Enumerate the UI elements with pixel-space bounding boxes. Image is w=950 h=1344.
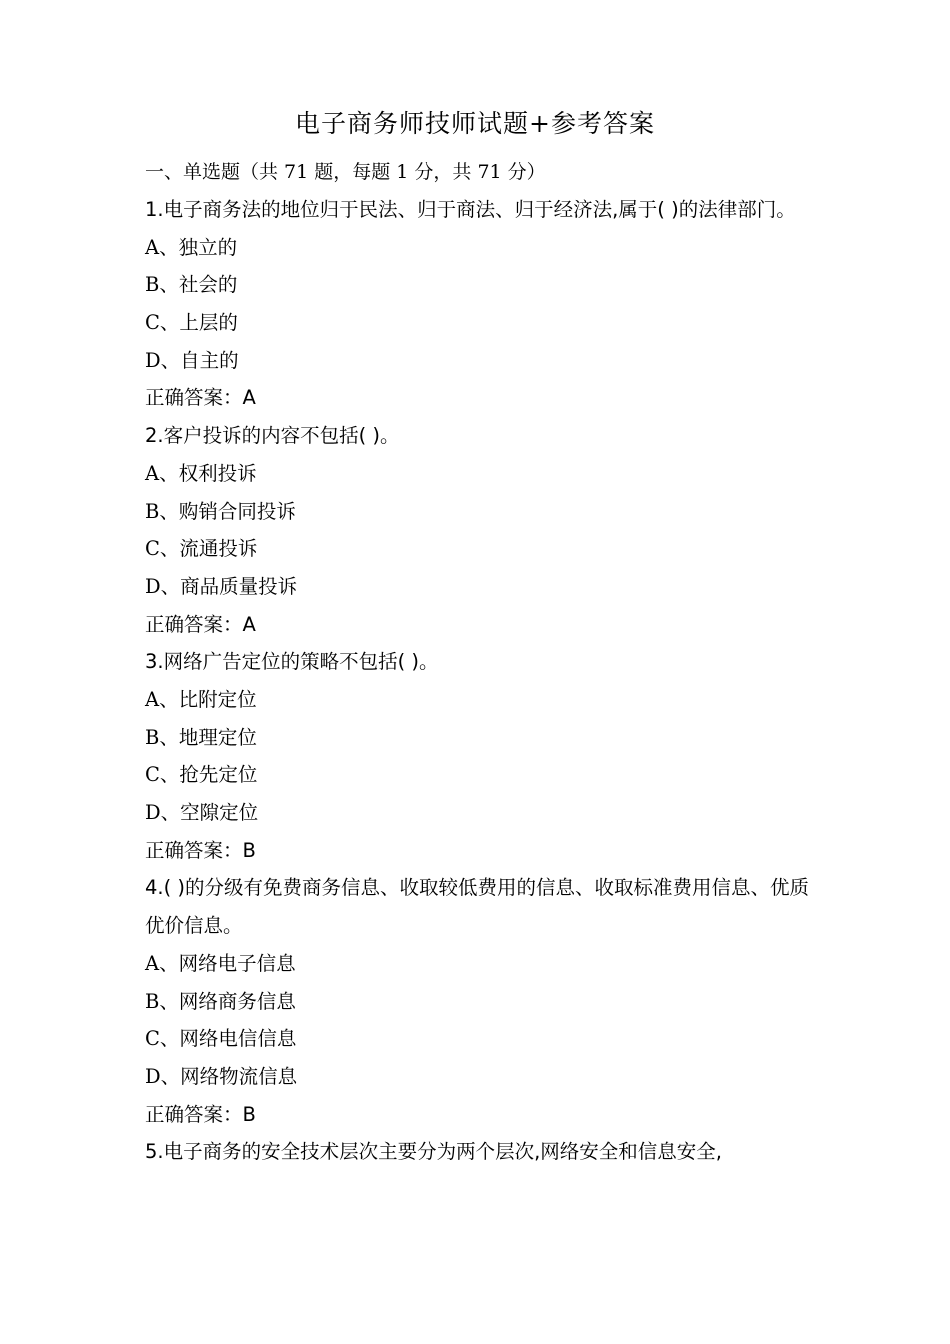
document-title: 电子商务师技师试题+参考答案: [295, 109, 655, 138]
question-2: [145, 417, 815, 643]
correct-answer: 正确答案：A: [145, 386, 256, 410]
question-3: [145, 643, 815, 869]
question-5: [145, 1133, 815, 1171]
option-c: C、网络电信信息: [145, 1027, 297, 1051]
option-a: A、权利投诉: [145, 461, 257, 485]
option-a: A、比附定位: [145, 687, 257, 711]
option-d: D、网络物流信息: [145, 1064, 298, 1088]
document-body: [145, 153, 815, 1171]
question-stem: 3.网络广告定位的策略不包括( )。: [145, 650, 439, 674]
option-d: D、自主的: [145, 348, 239, 372]
option-d: D、空隙定位: [145, 801, 259, 825]
option-c: C、上层的: [145, 311, 238, 335]
question-stem: 4.( )的分级有免费商务信息、收取较低费用的信息、收取标准费用信息、优质优价信息。: [145, 876, 810, 938]
option-a: A、网络电子信息: [145, 951, 296, 975]
question-stem: 1.电子商务法的地位归于民法、归于商法、归于经济法,属于( )的法律部门。: [145, 198, 796, 221]
option-b: B、购销合同投诉: [145, 499, 296, 523]
option-c: C、抢先定位: [145, 763, 258, 787]
option-b: B、地理定位: [145, 725, 257, 749]
correct-answer: 正确答案：B: [145, 1102, 256, 1126]
section-header: 一、单选题（共 71 题，每题 1 分，共 71 分）: [145, 161, 546, 183]
question-4: [145, 869, 815, 1133]
correct-answer: 正确答案：B: [145, 838, 256, 862]
correct-answer: 正确答案：A: [145, 612, 256, 636]
option-a: A、独立的: [145, 235, 238, 259]
question-1: [145, 191, 815, 417]
option-b: B、网络商务信息: [145, 989, 296, 1013]
question-stem: 5.电子商务的安全技术层次主要分为两个层次,网络安全和信息安全,: [145, 1140, 723, 1164]
question-stem: 2.客户投诉的内容不包括( )。: [145, 424, 400, 448]
option-d: D、商品质量投诉: [145, 574, 298, 598]
option-b: B、社会的: [145, 273, 238, 297]
option-c: C、流通投诉: [145, 537, 258, 561]
